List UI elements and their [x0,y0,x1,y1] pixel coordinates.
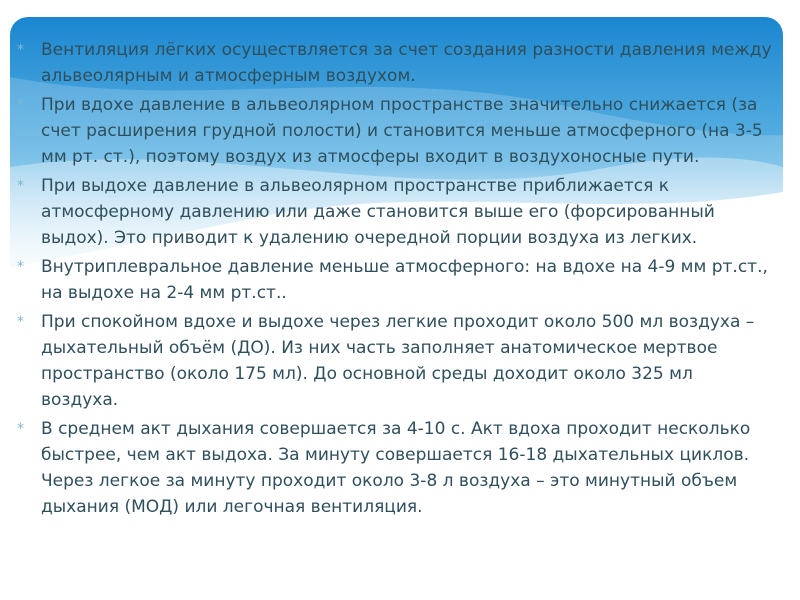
list-item [10,173,783,251]
bullet-text: При спокойном вдохе и выдохе через легкие проходит около 500 мл воздуха – дыхательный объём (ДО). Из них часть заполняет анатомическое мертвое пространство (около 175 мл). До основной среды доходит около 325 мл воздуха. [41,312,755,410]
list-item [10,254,783,306]
bullet-text: В среднем акт дыхания совершается за 4-10 с. Акт вдоха проходит несколько быстрее, чем акт выдоха. За минуту совершается 16-18 дыхательных циклов. Через легкое за минуту проходит около 3-8 л воздуха – это минутный объем дыхания (МОД) или легочная вентиляция. [41,419,751,517]
list-item [10,92,783,170]
bullet-icon: * [17,421,24,437]
bullet-icon: * [17,42,24,58]
list-item [10,416,783,520]
list-item [10,37,783,89]
bullet-icon: * [17,259,24,275]
bullet-icon: * [17,314,24,330]
bullet-text: Вентиляция лёгких осуществляется за счет создания разности давления между альвеолярным и атмосферным воздухом. [41,40,772,86]
content-panel [10,17,783,577]
bullet-list [10,37,783,523]
bullet-icon: * [17,97,24,113]
bullet-text: При выдохе давление в альвеолярном пространстве приближается к атмосферному давлению или даже становится выше его (форсированный выдох). Это приводит к удалению очередной порции воздуха из легких. [41,176,715,248]
bullet-text: При вдохе давление в альвеолярном пространстве значительно снижается (за счет расширения грудной полости) и становится меньше атмосферного (на 3-5 мм рт. ст.), поэтому воздух из атмосферы входит в воздухоносные пути. [41,95,763,167]
bullet-icon: * [17,178,24,194]
bullet-text: Внутриплевральное давление меньше атмосферного: на вдохе на 4-9 мм рт.ст., на выдохе на 2-4 мм рт.ст.. [41,257,768,303]
list-item [10,309,783,413]
